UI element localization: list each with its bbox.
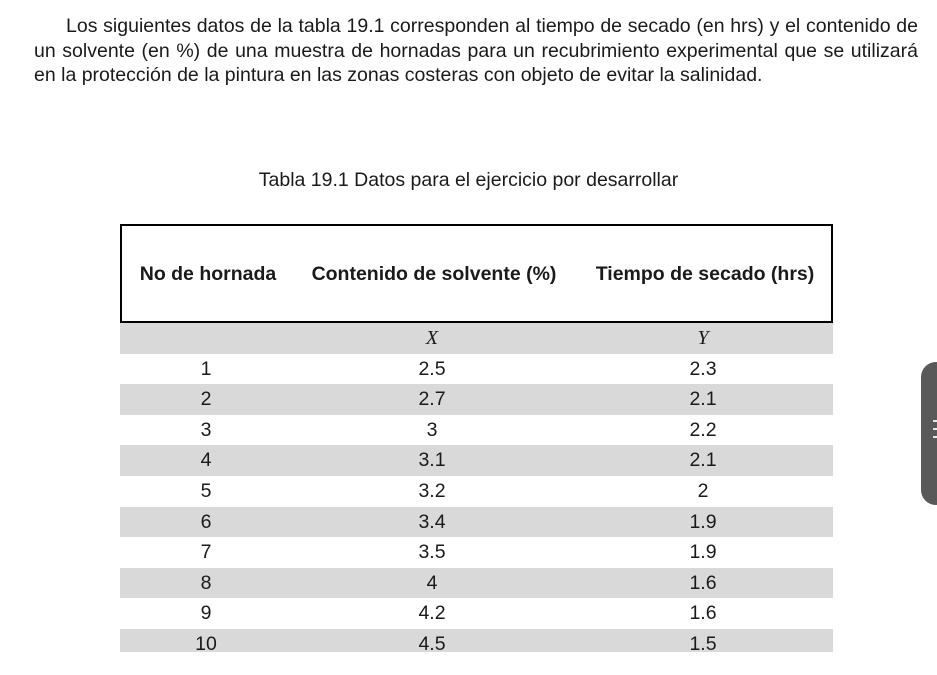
table-cell: 3.1: [418, 449, 446, 472]
table-cell: 4: [200, 449, 212, 472]
var-label-a: [126, 323, 286, 354]
table-cell: 2.2: [689, 418, 717, 441]
table-row: [120, 507, 833, 538]
table-cell: 3.2: [418, 479, 446, 502]
table-cell: 4.5: [418, 632, 446, 652]
var-label-x: X: [425, 327, 439, 349]
table-row: [120, 384, 833, 415]
table-cell: 2.3: [689, 357, 717, 380]
table-header: [120, 224, 833, 323]
table-cell: 2.5: [418, 357, 446, 380]
table-cell: 2.7: [418, 388, 446, 411]
table-body: [120, 323, 833, 652]
table-row: [120, 445, 833, 476]
table-cell: 1.9: [689, 510, 717, 533]
table-cell: 3: [200, 418, 212, 441]
table-caption: Tabla 19.1 Datos para el ejercicio por desarrollar: [258, 169, 679, 191]
header-hornada: No de hornada: [139, 263, 277, 285]
header-secado: Tiempo de secado (hrs): [595, 263, 815, 285]
table-cell: 1.6: [689, 571, 717, 594]
intro-paragraph: Los siguientes datos de la tabla 19.1 corresponden al tiempo de secado (en hrs) y el contenido de un solvente (en %) de una muestra de hornadas para un recubrimiento experimental que se utilizará en la protección de la pintura en las zonas costeras con objeto de evitar la salinidad.: [34, 15, 918, 86]
table-cell: 4: [426, 571, 438, 594]
table-cell: 2.1: [689, 388, 717, 411]
table-cell: 2: [200, 388, 212, 411]
table-row: [120, 476, 833, 507]
var-label-y: Y: [697, 327, 709, 349]
table-row: [120, 354, 833, 385]
table-row: [120, 415, 833, 446]
table-cell: 3.4: [418, 510, 446, 533]
table-cell: 1.5: [689, 632, 717, 652]
scroll-handle[interactable]: [921, 362, 937, 505]
table-cell: 2: [697, 479, 709, 502]
table-cell: 4.2: [418, 602, 446, 625]
table-cell: 7: [200, 541, 212, 564]
table-cell: 1.9: [689, 541, 717, 564]
data-table: [120, 224, 833, 652]
table-row: [120, 598, 833, 629]
table-row: [120, 629, 833, 652]
table-cell: 3: [426, 418, 438, 441]
table-cell: 1: [200, 357, 212, 380]
variable-row: [120, 323, 833, 354]
table-cell: 1.6: [689, 602, 717, 625]
table-cell: 10: [195, 632, 217, 652]
table-row: [120, 537, 833, 568]
table-cell: 2.1: [689, 449, 717, 472]
table-row: [120, 568, 833, 599]
header-solvente: Contenido de solvente (%): [311, 263, 557, 285]
table-cell: 9: [200, 602, 212, 625]
table-cell: 3.5: [418, 541, 446, 564]
table-cell: 8: [200, 571, 212, 594]
table-cell: 6: [200, 510, 212, 533]
table-cell: 5: [200, 479, 212, 502]
